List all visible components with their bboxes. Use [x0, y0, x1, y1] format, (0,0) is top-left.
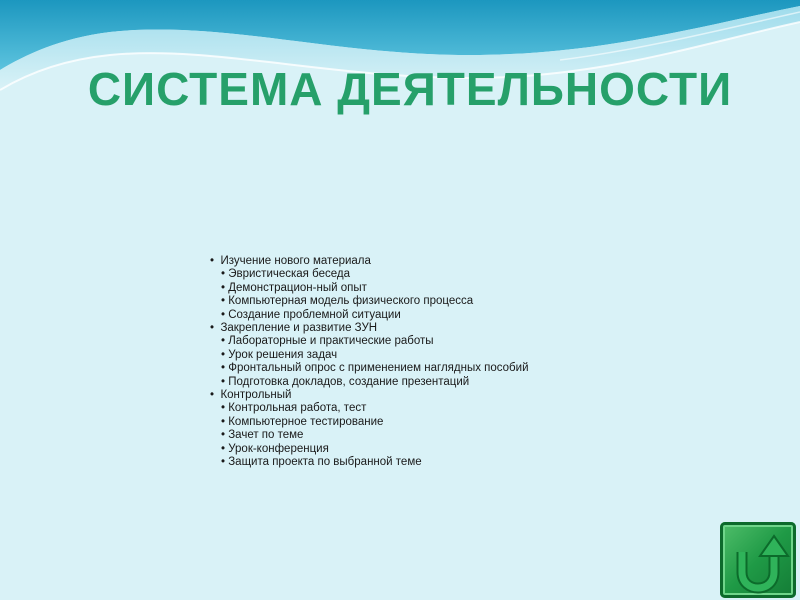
section-sublist: [210, 402, 529, 469]
list-item: • Демонстрацион-ный опыт: [221, 282, 529, 295]
section-sublist: [210, 268, 529, 322]
slide-title: СИСТЕМА ДЕЯТЕЛЬНОСТИ: [87, 63, 733, 115]
section-label: Изучение нового материала: [220, 255, 371, 267]
list-item: • Зачет по теме: [221, 429, 529, 442]
section-label: Контрольный: [220, 389, 292, 402]
list-item: • Подготовка докладов, создание презентаций: [221, 376, 529, 389]
list-item: • Компьютерное тестирование: [221, 416, 529, 429]
section-item: [210, 255, 529, 322]
list-item: • Фронтальный опрос с применением наглядных пособий: [221, 362, 529, 375]
list-item: • Эвристическая беседа: [221, 268, 529, 281]
activity-outline: [210, 255, 529, 470]
section-sublist: [210, 335, 529, 389]
list-item: • Лабораторные и практические работы: [221, 335, 529, 348]
list-item: • Контрольная работа, тест: [221, 402, 529, 415]
list-item: • Урок решения задач: [221, 349, 529, 362]
list-item: • Защита проекта по выбранной теме: [221, 456, 529, 469]
section-label: Закрепление и развитие ЗУН: [220, 322, 378, 335]
back-button[interactable]: [720, 522, 796, 598]
return-arrow-icon: [720, 522, 796, 598]
list-item: • Урок-конференция: [221, 443, 529, 456]
list-item: • Создание проблемной ситуации: [221, 309, 529, 322]
section-item: [210, 389, 529, 469]
section-item: [210, 322, 529, 389]
list-item: • Компьютерная модель физического процесса: [221, 295, 529, 308]
